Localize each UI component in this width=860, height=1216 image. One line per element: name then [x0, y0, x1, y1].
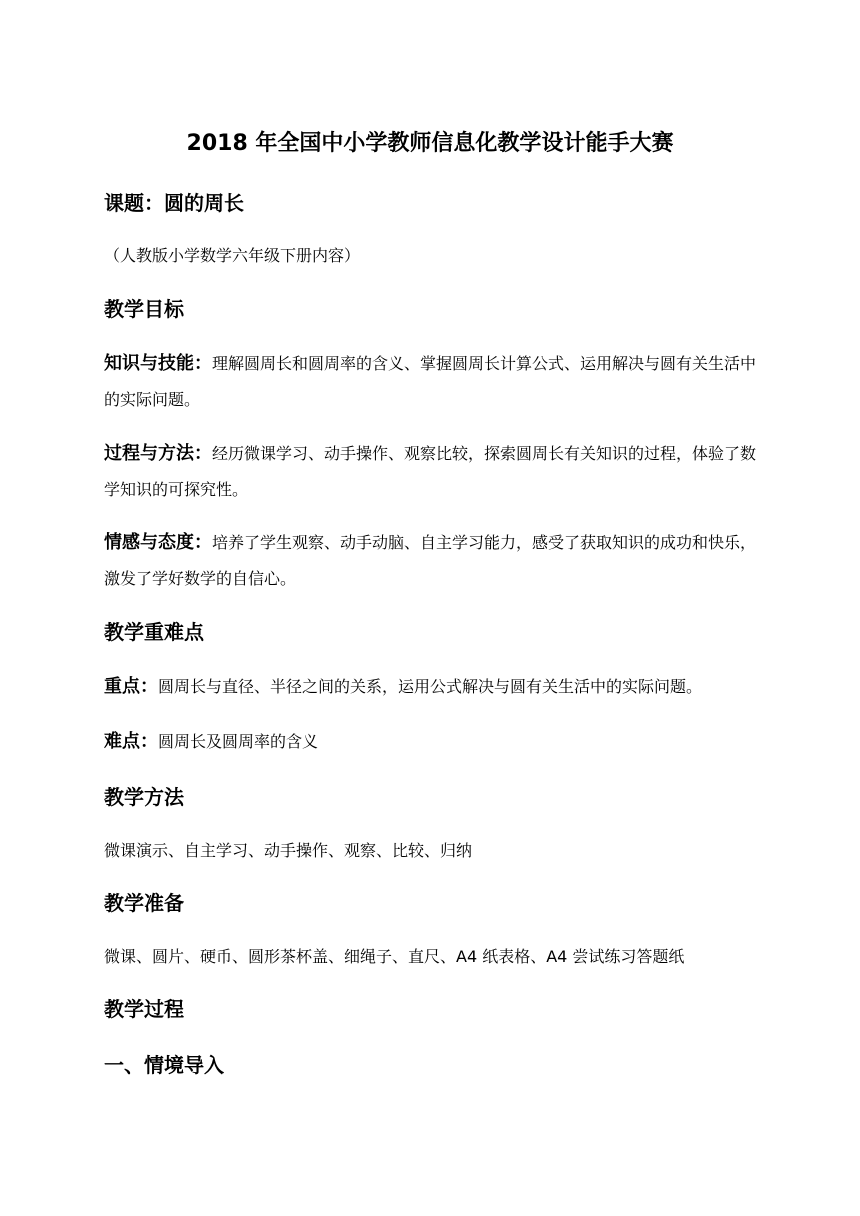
objective-knowledge-text: 理解圆周长和圆周率的含义、掌握圆周长计算公式、运用解决与圆有关生活中的实际问题。: [104, 354, 757, 409]
key-points-heading: 教学重难点: [104, 620, 204, 644]
methods-text: 微课演示、自主学习、动手操作、观察、比较、归纳: [104, 841, 473, 860]
objective-process-text: 经历微课学习、动手操作、观察比较，探索圆周长有关知识的过程，体验了数学知识的可探究性。: [104, 444, 757, 499]
key-point-focus: [104, 669, 784, 705]
objective-process-label: 过程与方法：: [104, 443, 212, 464]
objective-knowledge: [104, 346, 764, 418]
section-heading-1: 一、情境导入: [104, 1053, 224, 1077]
key-point-difficulty: [104, 724, 764, 760]
preparation-text: 微课、圆片、硬币、圆形茶杯盖、细绳子、直尺、A4 纸表格、A4 尝试练习答题纸: [104, 947, 685, 966]
preparation-heading: 教学准备: [104, 891, 184, 915]
key-point-focus-label: 重点：: [104, 676, 158, 697]
objectives-heading: 教学目标: [104, 297, 184, 321]
edition-note: （人教版小学数学六年级下册内容）: [104, 246, 361, 265]
key-point-difficulty-label: 难点：: [104, 731, 158, 752]
key-point-focus-text: 圆周长与直径、半径之间的关系，运用公式解决与圆有关生活中的实际问题。: [158, 677, 703, 696]
objective-emotion-label: 情感与态度：: [104, 532, 212, 553]
objective-emotion-text: 培养了学生观察、动手动脑、自主学习能力，感受了获取知识的成功和快乐，激发了学好数学的自信心。: [104, 533, 757, 588]
key-point-difficulty-text: 圆周长及圆周率的含义: [158, 732, 319, 751]
objective-emotion: [104, 525, 764, 597]
document-title: 2018 年全国中小学教师信息化教学设计能手大赛: [186, 131, 674, 156]
objective-knowledge-label: 知识与技能：: [104, 353, 212, 374]
process-heading: 教学过程: [104, 997, 184, 1021]
objective-process: [104, 436, 764, 508]
methods-heading: 教学方法: [104, 785, 184, 809]
topic-heading: 课题：圆的周长: [104, 191, 244, 215]
